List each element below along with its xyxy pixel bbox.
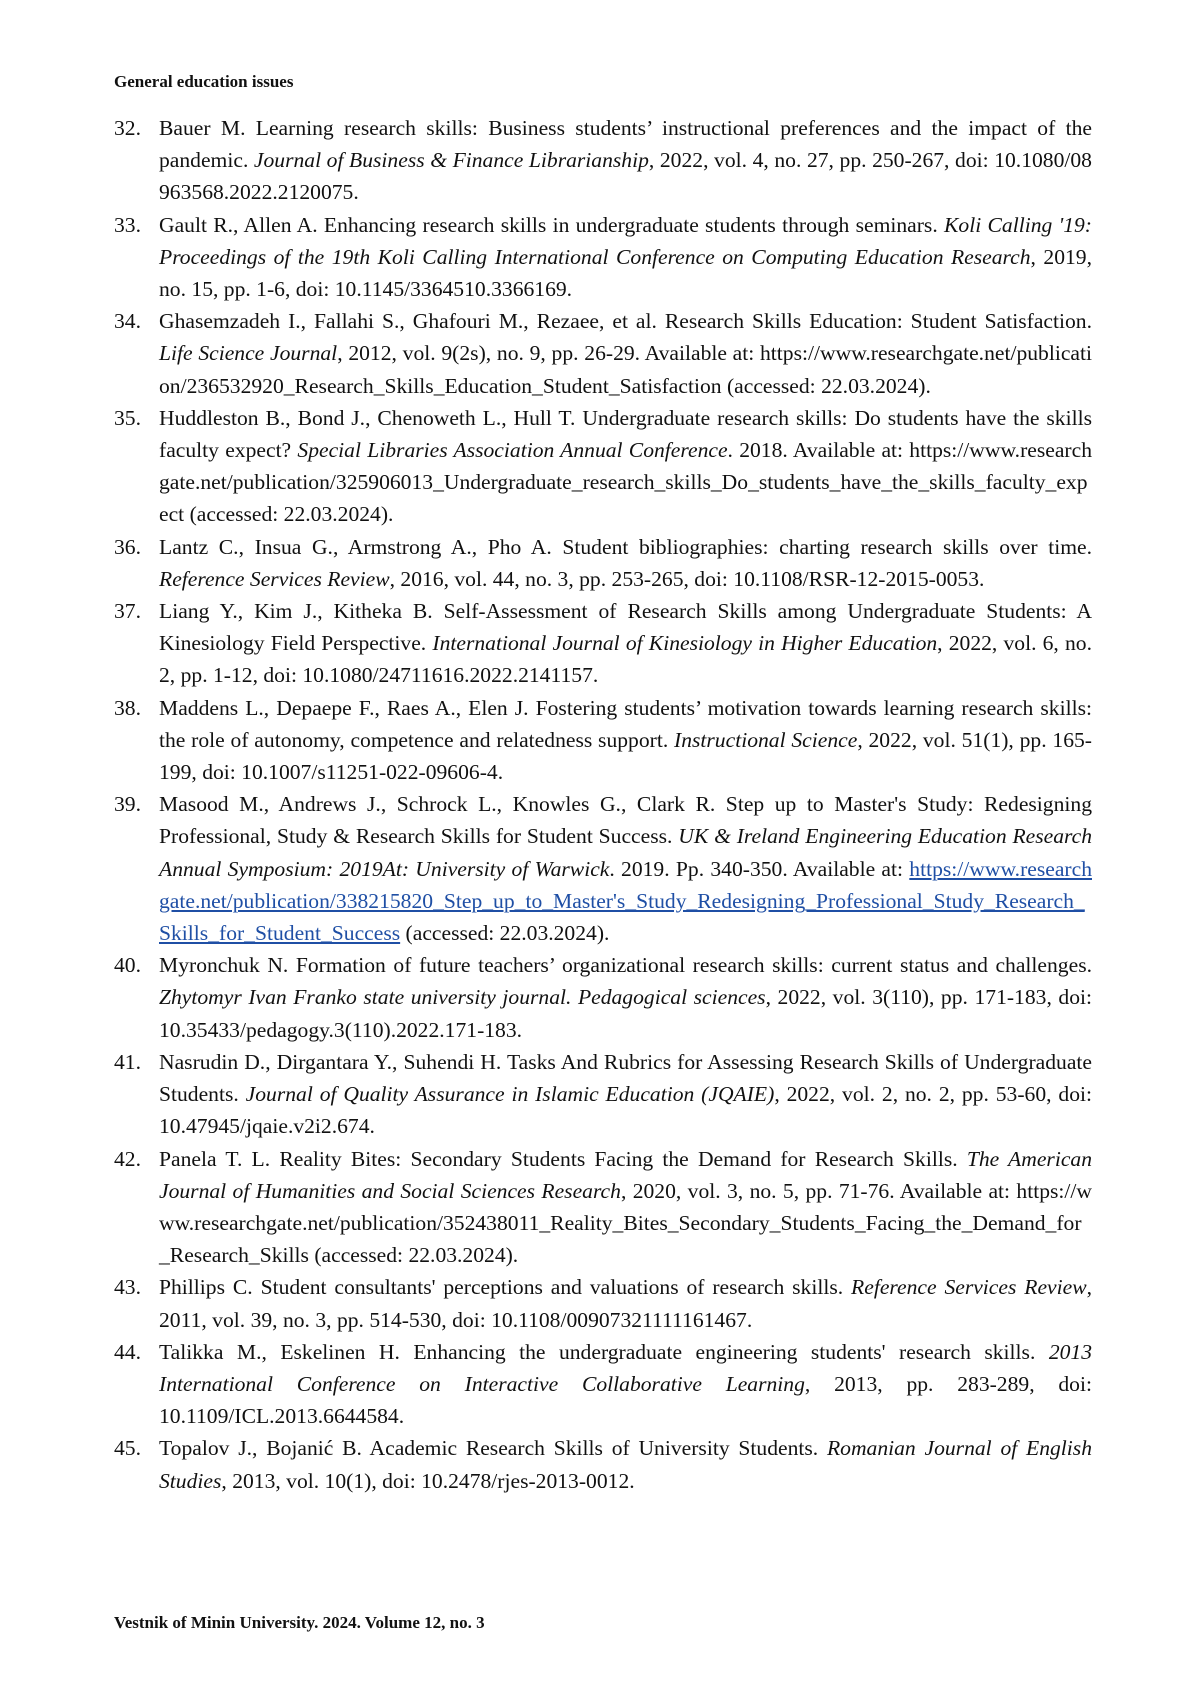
reference-authors: Bauer M. Learning research skills: Business students’ instructional preferences and the impact of the pandemic. — [159, 116, 1092, 172]
reference-accessed: (accessed: 22.03.2024). — [400, 921, 609, 945]
reference-number: 40. — [114, 949, 141, 981]
reference-item — [114, 1143, 1092, 1272]
reference-number: 39. — [114, 788, 141, 820]
reference-source: Koli Calling '19: Proceedings of the 19th Koli Calling International Conference on Computing Education Research — [159, 213, 1092, 269]
reference-number: 38. — [114, 692, 141, 724]
reference-source: Instructional Science — [674, 728, 857, 752]
reference-details: , 2011, vol. 39, no. 3, pp. 514-530, doi: 10.1108/00907321111161467. — [159, 1275, 1092, 1331]
reference-source: 2013 International Conference on Interactive Collaborative Learning — [159, 1340, 1092, 1396]
reference-details: , 2013, vol. 10(1), doi: 10.2478/rjes-2013-0012. — [221, 1469, 634, 1493]
reference-authors: Phillips C. Student consultants' perceptions and valuations of research skills. — [159, 1275, 851, 1299]
reference-item — [114, 112, 1092, 209]
reference-item — [114, 305, 1092, 402]
reference-item — [114, 1271, 1092, 1335]
reference-number: 32. — [114, 112, 141, 144]
reference-item — [114, 1046, 1092, 1143]
reference-source: International Journal of Kinesiology in Higher Education — [432, 631, 937, 655]
reference-item — [114, 402, 1092, 531]
running-foot: Vestnik of Minin University. 2024. Volume 12, no. 3 — [114, 1613, 485, 1633]
running-head: General education issues — [114, 72, 293, 92]
reference-details: , 2022, vol. 2, no. 2, pp. 53-60, doi: 10.47945/jqaie.v2i2.674. — [159, 1082, 1092, 1138]
reference-authors: Liang Y., Kim J., Kitheka B. Self-Assessment of Research Skills among Undergraduate Students: A Kinesiology Field Perspective. — [159, 599, 1092, 655]
reference-details: , 2022, vol. 3(110), pp. 171-183, doi: 10.35433/pedagogy.3(110).2022.171-183. — [159, 985, 1092, 1041]
reference-authors: Gault R., Allen A. Enhancing research skills in undergraduate students through seminars. — [159, 213, 944, 237]
reference-source: Journal of Business & Finance Librarianship — [254, 148, 649, 172]
reference-number: 44. — [114, 1336, 141, 1368]
reference-number: 45. — [114, 1432, 141, 1464]
reference-source: Special Libraries Association Annual Conference — [297, 438, 727, 462]
reference-details: , 2016, vol. 44, no. 3, pp. 253-265, doi: 10.1108/RSR-12-2015-0053. — [390, 567, 985, 591]
reference-source: Life Science Journal — [159, 341, 337, 365]
reference-number: 33. — [114, 209, 141, 241]
reference-source: Romanian Journal of English Studies — [159, 1436, 1092, 1492]
reference-item — [114, 1432, 1092, 1496]
reference-authors: Maddens L., Depaepe F., Raes A., Elen J. Fostering students’ motivation towards learning research skills: the role of autonomy, competence and relatedness support. — [159, 696, 1092, 752]
reference-number: 41. — [114, 1046, 141, 1078]
reference-authors: Ghasemzadeh I., Fallahi S., Ghafouri M., Rezaee, et al. Research Skills Education: Student Satisfaction. — [159, 309, 1092, 333]
reference-number: 37. — [114, 595, 141, 627]
researchgate-link[interactable]: https://www.researchgate.net/publication/338215820_Step_up_to_Master's_Study_Redesigning_Professional_Study_Research_Skills_for_Student_Success — [159, 857, 1092, 945]
reference-list — [114, 112, 1092, 1497]
reference-source: Journal of Quality Assurance in Islamic Education (JQAIE) — [246, 1082, 775, 1106]
reference-number: 36. — [114, 531, 141, 563]
reference-item — [114, 209, 1092, 306]
reference-details: , 2022, vol. 51(1), pp. 165-199, doi: 10.1007/s11251-022-09606-4. — [159, 728, 1092, 784]
reference-number: 42. — [114, 1143, 141, 1175]
reference-source: Reference Services Review — [851, 1275, 1087, 1299]
reference-number: 34. — [114, 305, 141, 337]
reference-details: , 2013, pp. 283-289, doi: 10.1109/ICL.2013.6644584. — [159, 1372, 1092, 1428]
reference-authors: Panela T. L. Reality Bites: Secondary Students Facing the Demand for Research Skills. — [159, 1147, 967, 1171]
reference-details: , 2020, vol. 3, no. 5, pp. 71-76. Available at: https://www.researchgate.net/publication/352438011_Reality_Bites_Secondary_Students_Facing_the_Demand_for_Research_Skills (accessed: 22.03.2024). — [159, 1179, 1092, 1267]
reference-source: The American Journal of Humanities and Social Sciences Research — [159, 1147, 1092, 1203]
reference-item — [114, 692, 1092, 789]
reference-authors: Huddleston B., Bond J., Chenoweth L., Hull T. Undergraduate research skills: Do students have the skills faculty expect? — [159, 406, 1092, 462]
reference-item — [114, 1336, 1092, 1433]
reference-authors: Talikka M., Eskelinen H. Enhancing the undergraduate engineering students' research skills. — [159, 1340, 1049, 1364]
reference-source: UK & Ireland Engineering Education Research Annual Symposium: 2019At: University of Warwick — [159, 824, 1092, 880]
reference-source: Zhytomyr Ivan Franko state university journal. Pedagogical sciences — [159, 985, 766, 1009]
reference-authors: Lantz C., Insua G., Armstrong A., Pho A. Student bibliographies: charting research skills over time. — [159, 535, 1092, 559]
reference-authors: Topalov J., Bojanić B. Academic Research Skills of University Students. — [159, 1436, 827, 1460]
reference-item — [114, 949, 1092, 1046]
reference-source: Reference Services Review — [159, 567, 390, 591]
reference-details: , 2012, vol. 9(2s), no. 9, pp. 26-29. Available at: https://www.researchgate.net/publication/236532920_Research_Skills_Education_Student_Satisfaction (accessed: 22.03.2024). — [159, 341, 1092, 397]
reference-authors: Myronchuk N. Formation of future teachers’ organizational research skills: current status and challenges. — [159, 953, 1092, 977]
reference-details: . 2019. Pp. 340-350. Available at: — [609, 857, 909, 881]
reference-number: 35. — [114, 402, 141, 434]
reference-details: , 2022, vol. 4, no. 27, pp. 250-267, doi: 10.1080/08963568.2022.2120075. — [159, 148, 1092, 204]
reference-authors: Masood M., Andrews J., Schrock L., Knowles G., Clark R. Step up to Master's Study: Redesigning Professional, Study & Research Skills for Student Success. — [159, 792, 1092, 848]
reference-item — [114, 595, 1092, 692]
journal-page — [0, 0, 1200, 1697]
reference-item — [114, 788, 1092, 949]
reference-details: , 2022, vol. 6, no. 2, pp. 1-12, doi: 10.1080/24711616.2022.2141157. — [159, 631, 1092, 687]
reference-item — [114, 531, 1092, 595]
reference-number: 43. — [114, 1271, 141, 1303]
reference-details: , 2019, no. 15, pp. 1-6, doi: 10.1145/3364510.3366169. — [159, 245, 1092, 301]
reference-details: . 2018. Available at: https://www.researchgate.net/publication/325906013_Undergraduate_research_skills_Do_students_have_the_skills_faculty_expect (accessed: 22.03.2024). — [159, 438, 1092, 526]
reference-authors: Nasrudin D., Dirgantara Y., Suhendi H. Tasks And Rubrics for Assessing Research Skills of Undergraduate Students. — [159, 1050, 1092, 1106]
